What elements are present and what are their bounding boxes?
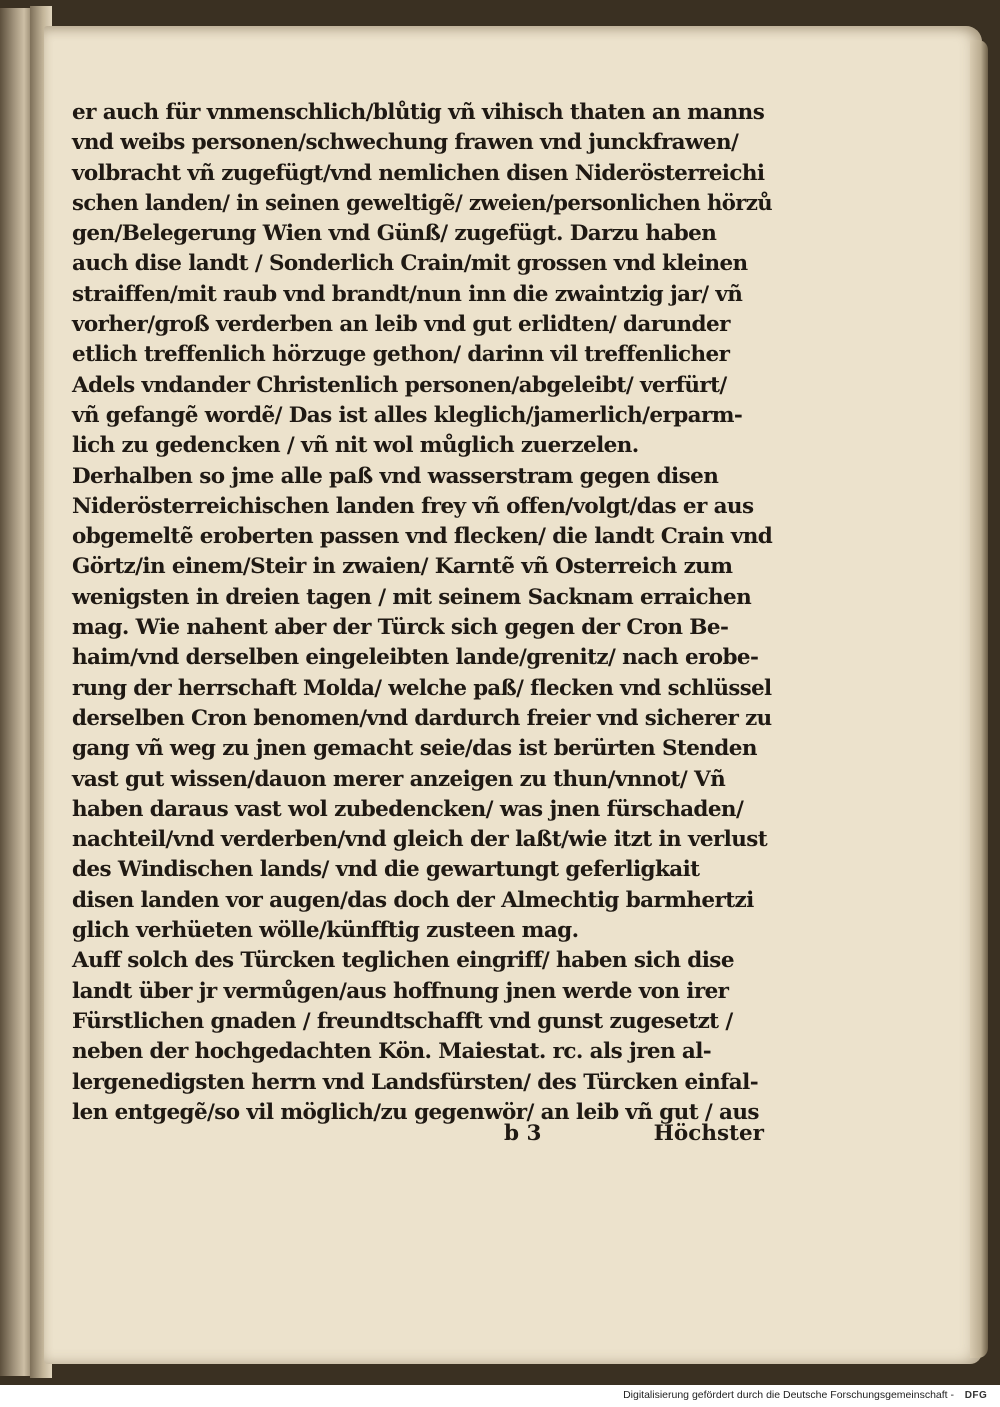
text-line: volbracht vñ zugefügt/vnd nemlichen disen Niderösterreichi — [72, 160, 765, 186]
text-line: er auch für vnmenschlich/blůtig vñ vihisch thaten an manns — [72, 100, 765, 125]
page-right-edge — [970, 40, 988, 1358]
text-line: vorher/groß verderben an leib vnd gut erlidten/ darunder — [72, 312, 730, 338]
text-line: landt über jr vermůgen/aus hoffnung jnen werde von irer — [72, 978, 729, 1004]
previous-page-edge — [0, 8, 30, 1376]
signature-mark: b 3 — [504, 1121, 542, 1146]
text-line: lergenedigsten herrn vnd Landsfürsten/ des Türcken einfal- — [72, 1069, 759, 1095]
text-line: rung der herrschaft Molda/ welche paß/ flecken vnd schlüssel — [72, 675, 772, 701]
text-line: derselben Cron benomen/vnd dardurch freier vnd sicherer zu — [72, 705, 772, 731]
text-line: mag. Wie nahent aber der Türck sich gegen der Cron Be- — [72, 615, 729, 641]
dfg-logo: DFG — [964, 1390, 988, 1401]
page-text-block — [72, 98, 772, 1128]
text-line: Görtz/in einem/Steir in zwaien/ Karntẽ vñ Osterreich zum — [72, 554, 733, 580]
text-line: etlich treffenlich hörzuge gethon/ darinn vil treffenlicher — [72, 342, 730, 368]
text-line: glich verhüeten wölle/künfftig zusteen mag. — [72, 918, 579, 944]
text-line: disen landen vor augen/das doch der Almechtig barmhertzi — [72, 887, 754, 913]
text-line: Adels vndander Christenlich personen/abgeleibt/ verfürt/ — [72, 372, 727, 398]
text-line: neben der hochgedachten Kön. Maiestat. rc. als jren al- — [72, 1039, 712, 1065]
text-line: wenigsten in dreien tagen / mit seinem Sacknam erraichen — [72, 584, 752, 610]
text-line: obgemeltẽ eroberten passen vnd flecken/ die landt Crain vnd — [72, 524, 773, 550]
dfg-credit-text: Digitalisierung gefördert durch die Deutsche Forschungsgemeinschaft - — [623, 1389, 954, 1401]
text-line: Fürstlichen gnaden / freundtschafft vnd gunst zugesetzt / — [72, 1008, 733, 1034]
text-line: Niderösterreichischen landen frey vñ offen/volgt/das er aus — [72, 493, 754, 519]
text-line: des Windischen lands/ vnd die gewartungt geferligkait — [72, 857, 700, 883]
text-line: gang vñ weg zu jnen gemacht seie/das ist berürten Stenden — [72, 736, 757, 762]
text-line: Derhalben so jme alle paß vnd wasserstram gegen disen — [72, 463, 719, 489]
text-line: vnd weibs personen/schwechung frawen vnd junckfrawen/ — [72, 130, 739, 156]
text-line: len entgegẽ/so vil möglich/zu gegenwör/ an leib vñ gut / aus — [72, 1099, 759, 1125]
text-line: schen landen/ in seinen geweltigẽ/ zweien/personlichen hörzů — [72, 190, 773, 216]
text-line: auch dise landt / Sonderlich Crain/mit grossen vnd kleinen — [72, 251, 748, 277]
text-line: haben daraus vast wol zubedencken/ was jnen fürschaden/ — [72, 796, 744, 822]
text-line: Auff solch des Türcken teglichen eingriff/ haben sich dise — [72, 948, 734, 974]
text-line: vast gut wissen/dauon merer anzeigen zu thun/vnnot/ Vñ — [72, 766, 726, 792]
credit-bar — [0, 1385, 1000, 1407]
text-line: vñ gefangẽ wordẽ/ Das ist alles kleglich/jamerlich/erparm- — [72, 402, 743, 428]
text-line: straiffen/mit raub vnd brandt/nun inn die zwaintzig jar/ vñ — [72, 281, 743, 307]
text-line: lich zu gedencken / vñ nit wol můglich zuerzelen. — [72, 433, 639, 459]
page-footer — [72, 1121, 772, 1153]
catchword: Höchster — [653, 1121, 764, 1146]
text-line: gen/Belegerung Wien vnd Günß/ zugefügt. Darzu haben — [72, 221, 717, 247]
text-line: nachteil/vnd verderben/vnd gleich der laßt/wie itzt in verlust — [72, 827, 768, 853]
text-line: haim/vnd derselben eingeleibten lande/grenitz/ nach erobe- — [72, 645, 759, 671]
